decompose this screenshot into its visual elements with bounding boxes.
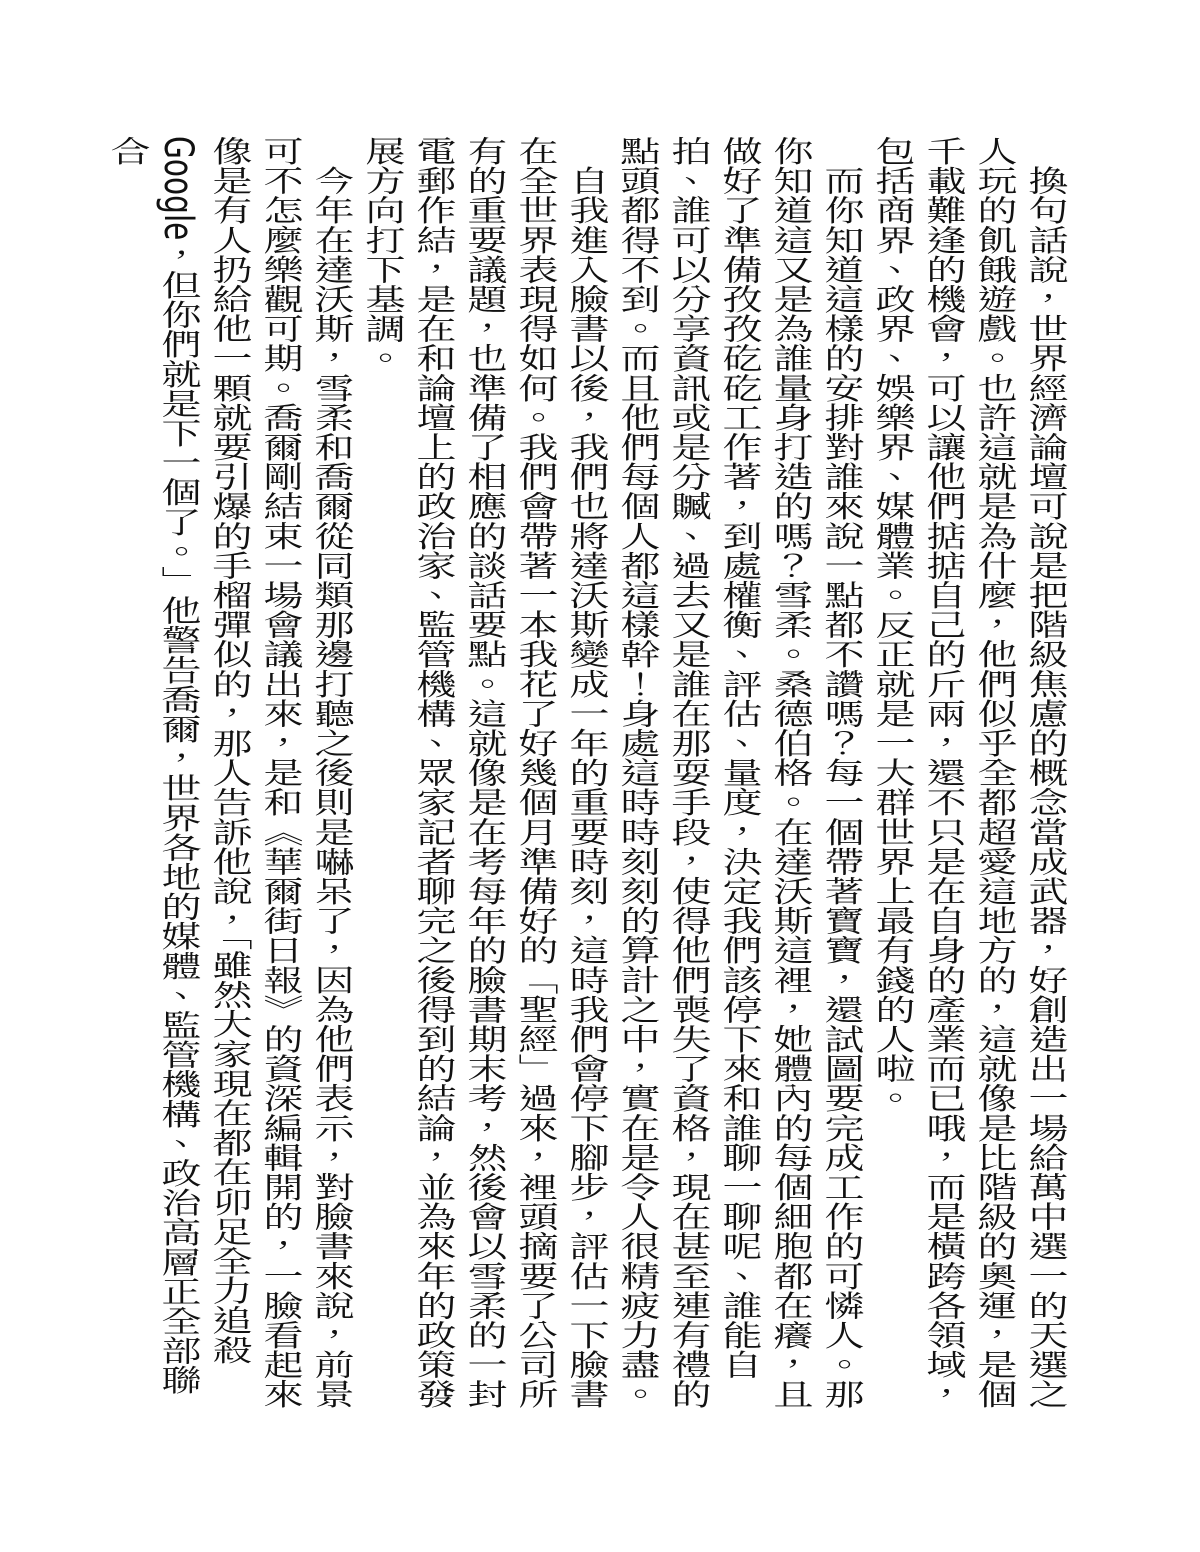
body-text — [104, 136, 1070, 1424]
paragraph: 自我進入臉書以後，我們也將達沃斯變成一年的重要時刻，這時我們會停下腳步，評估一下臉書在全世界表現得如何。我們會帶著一本我花了好幾個月準備好的「聖經」過來，裡頭摘要了公司所有的重要議題，也準備了相應的談話要點。這就像是在考每年的臉書期末考，然後會以雪柔的一封電郵作結，是在和論壇上的政治家、監管機構、眾家記者聊完之後得到的結論，並為來年的政策發展方向打下基調。 — [359, 136, 609, 1409]
paragraph: 而你知道這樣的安排對誰來說一點都不讚嗎？每一個帶著寶寶，還試圖要完成工作的可憐人。那你知道這又是為誰量身打造的嗎？雪柔。桑德伯格。在達沃斯這裡，她體內的每個細胞都在癢，且做好了準備孜孜矻矻工作著，到處權衡、評估、量度，決定我們該停下來和誰聊一聊呢、誰能自拍、誰可以分享資訊或是分贓、過去又是誰在那耍手段，使得他們喪失了資格，現在甚至連有禮的點頭都得不到。而且他們每個人都這樣幹！身處這時時刻刻的算計之中，實在是令人很精疲力盡。 — [614, 136, 864, 1409]
paragraph: 今年在達沃斯，雪柔和喬爾從同類那邊打聽之後則是嚇呆了，因為他們表示，對臉書來說，前景可不怎麼樂觀可期。喬爾剛結束一場會議出來，是和《華爾街日報》的資深編輯開的，一臉看起來像是有人扔給他一顆就要引爆的手榴彈似的，那人告訴他說，「雖然大家現在都在卯足全力追殺Google，但你們就是下一個了。」他警告喬爾，世界各地的媒體、監管機構、政治高層正全部聯合 — [104, 136, 354, 1409]
paragraph: 換句話說，世界經濟論壇可說是把階級焦慮的概念當成武器，好創造出一場給萬中選一的天選之人玩的飢餓遊戲。也許這就是為什麼，他們似乎全都超愛這地方的，這就像是比階級的奧運，是個千載難逢的機會，可以讓他們掂掂自己的斤兩，還不只是在自身的產業而已哦，而是橫跨各領域，包括商界、政界、娛樂界、媒體業。反正就是一大群世界上最有錢的人啦。 — [869, 136, 1068, 1409]
